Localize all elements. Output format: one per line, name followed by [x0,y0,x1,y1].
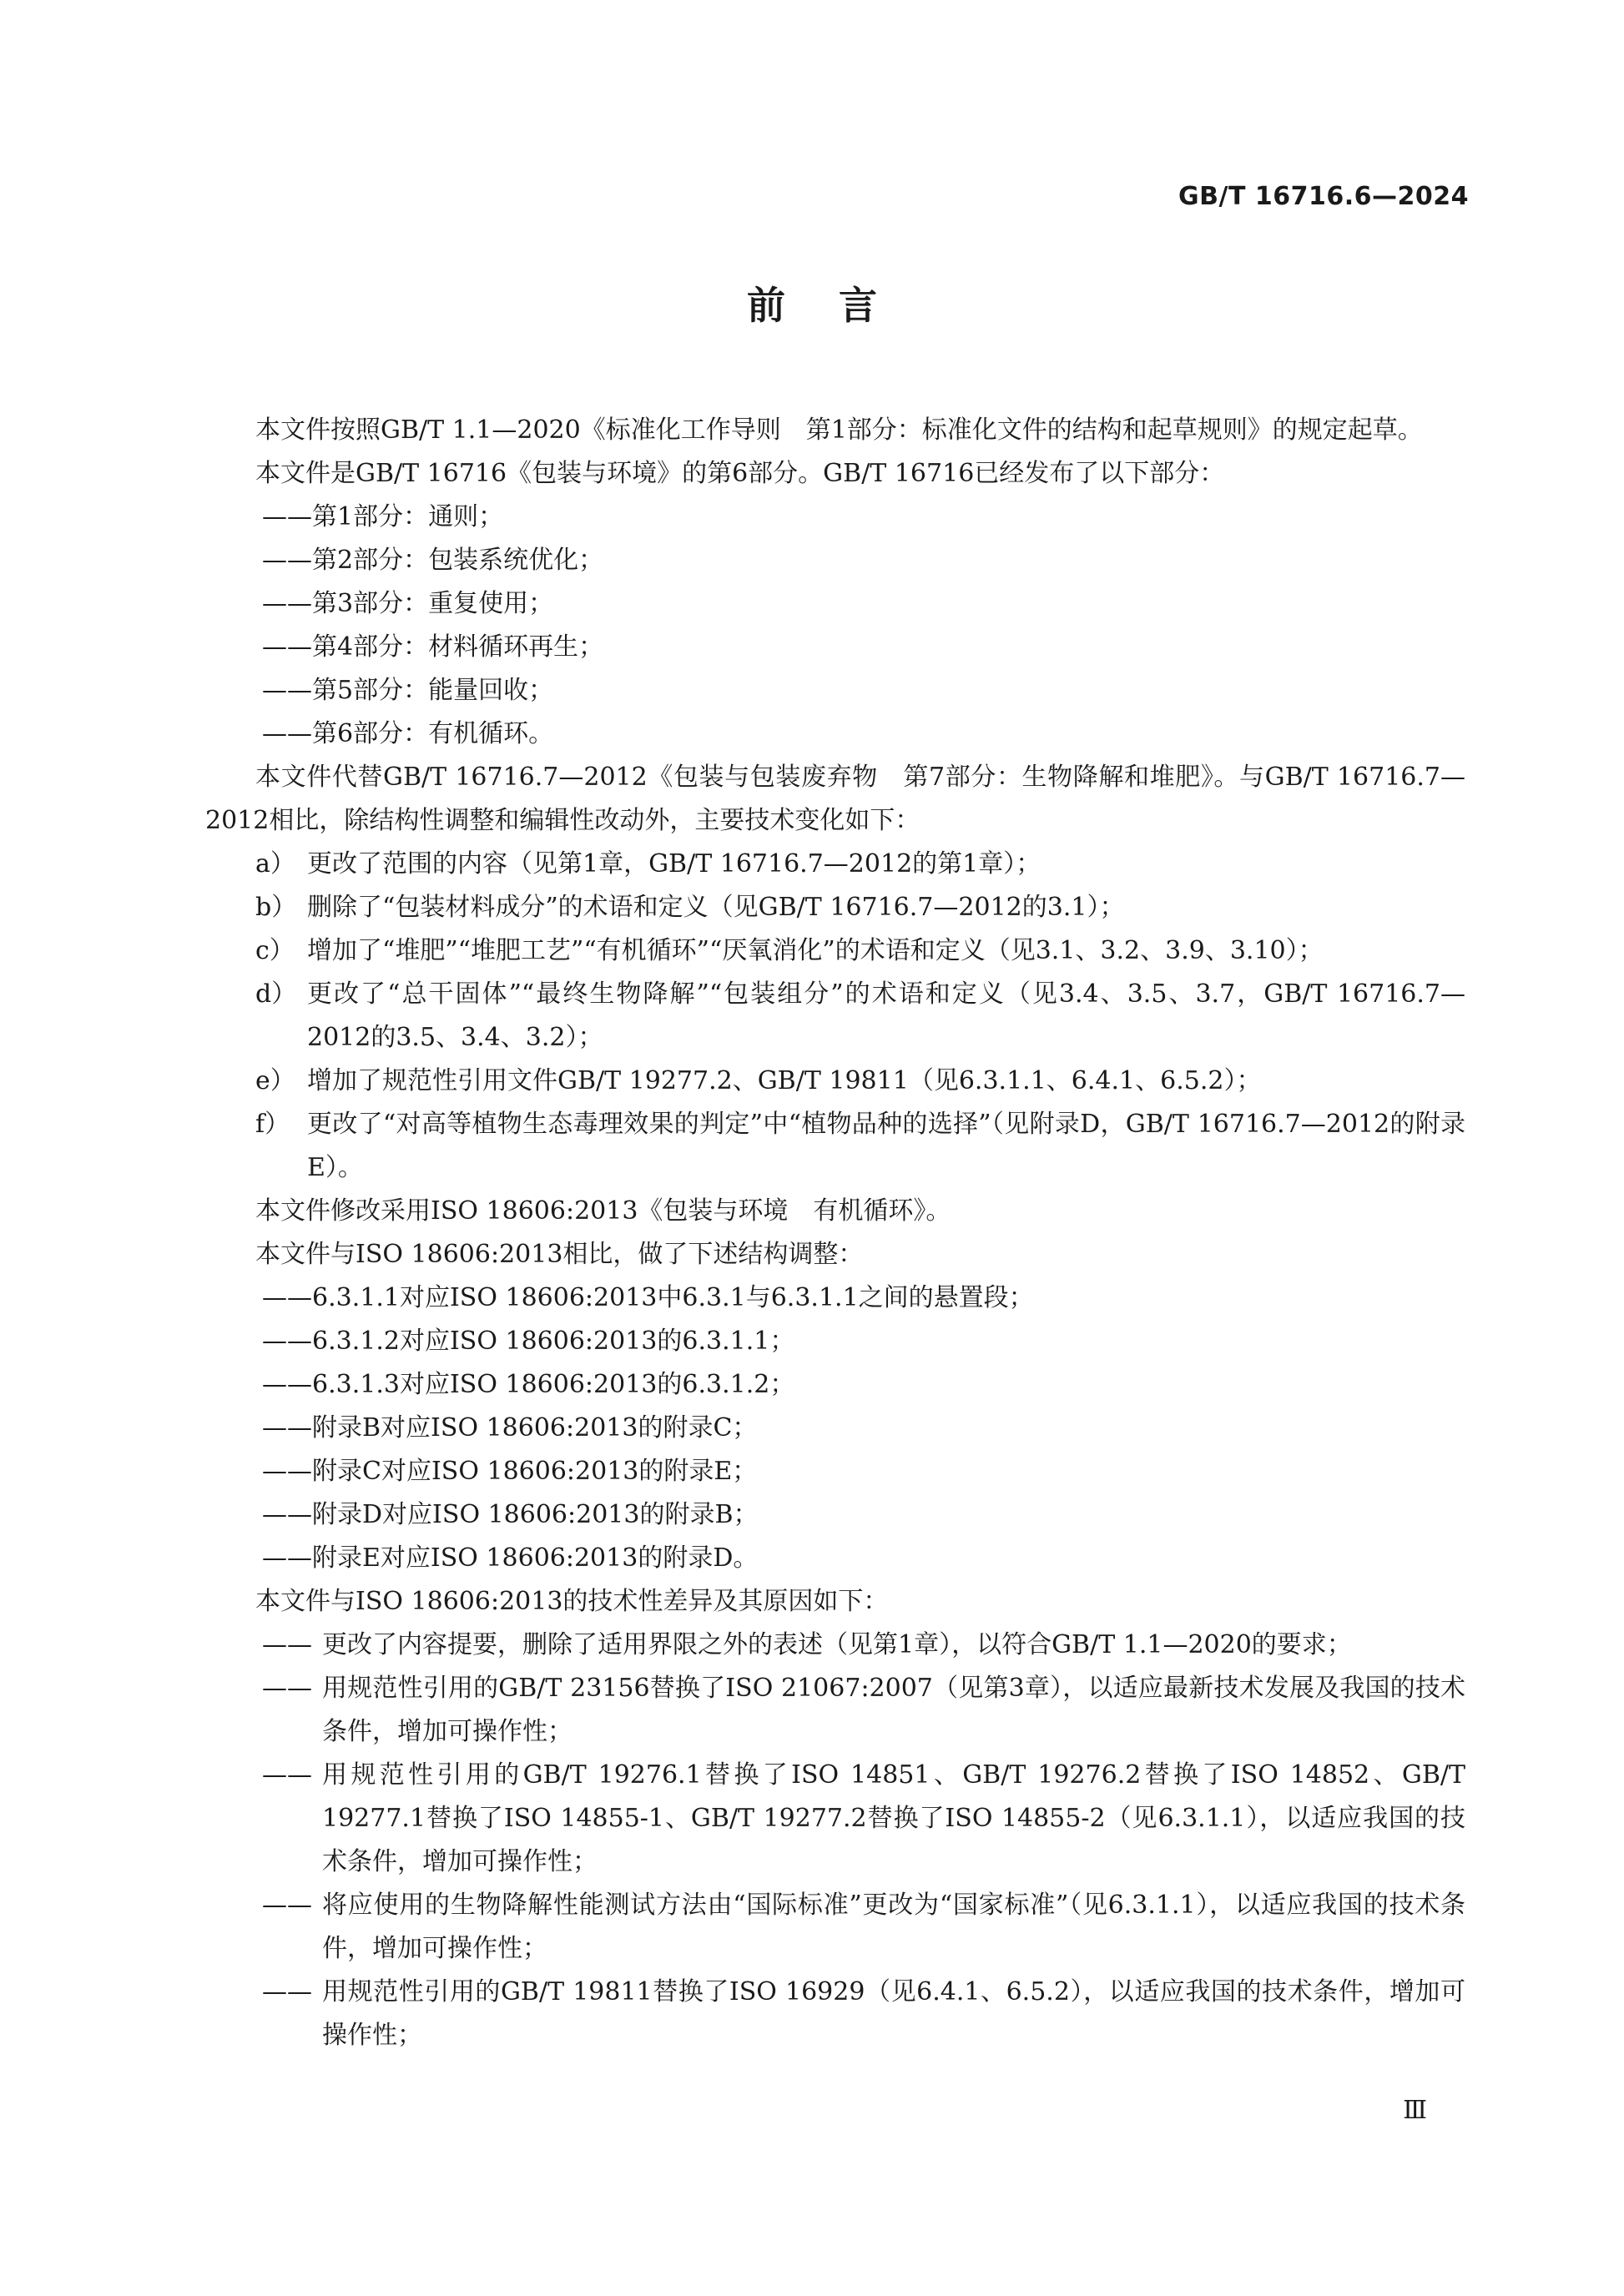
dash-mark: —— [262,1630,312,1659]
change-label: d） [255,979,297,1009]
change-label: f） [255,1110,290,1139]
standard-number: GB/T 16716.6—2024 [1178,182,1469,211]
part-list-item: ——第3部分：重复使用； [262,589,554,618]
structure-item: ——6.3.1.3对应ISO 18606:2013的6.3.1.2； [262,1370,795,1399]
structure-item: ——附录B对应ISO 18606:2013的附录C； [262,1413,758,1443]
replacement-paragraph: 本文件代替GB/T 16716.7—2012《包装与包装废弃物 第7部分：生物降解和堆肥》。与GB/T 16716.7—2012相比，除结构性调整和编辑性改动外，主要技术变化如下： [205,763,1465,835]
structure-item: ——附录C对应ISO 18606:2013的附录E； [262,1457,758,1486]
change-text: 更改了“对高等植物生态毒理效果的判定”中“植物品种的选择”（见附录D，GB/T 16716.7—2012的附录E）。 [307,1110,1465,1182]
change-label: b） [255,893,297,922]
change-item [205,1060,1465,1103]
change-item [205,886,1465,929]
part-list-item: ——第1部分：通则； [262,502,504,531]
dash-mark: —— [262,1977,312,2006]
structure-intro: 本文件与ISO 18606:2013相比，做了下述结构调整： [255,1240,864,1269]
difference-text: 用规范性引用的GB/T 19811替换了ISO 16929（见6.4.1、6.5.2），以适应我国的技术条件，增加可操作性； [322,1977,1465,2050]
change-text: 更改了范围的内容（见第1章，GB/T 16716.7—2012的第1章）； [307,849,1041,879]
document-body [205,409,1465,2057]
change-item [205,843,1465,886]
adoption-paragraph: 本文件修改采用ISO 18606:2013《包装与环境 有机循环》。 [255,1196,951,1226]
change-item [205,1103,1465,1190]
intro-paragraph: 本文件按照GB/T 1.1—2020《标准化工作导则 第1部分：标准化文件的结构和起草规则》的规定起草。 [255,415,1423,445]
difference-item [205,1754,1465,1884]
dash-mark: —— [262,1760,312,1790]
structure-item: ——6.3.1.2对应ISO 18606:2013的6.3.1.1； [262,1327,795,1356]
change-text: 增加了“堆肥”“堆肥工艺”“有机循环”“厌氧消化”的术语和定义（见3.1、3.2、3.9、3.10）； [307,936,1324,965]
change-item [205,929,1465,973]
structure-item: ——附录D对应ISO 18606:2013的附录B； [262,1500,759,1529]
change-text: 更改了“总干固体”“最终生物降解”“包装组分”的术语和定义（见3.4、3.5、3.7，GB/T 16716.7—2012的3.5、3.4、3.2）； [307,979,1465,1052]
change-label: e） [255,1066,295,1095]
difference-item [205,1884,1465,1971]
part-list-item: ——第6部分：有机循环。 [262,719,554,748]
difference-text: 更改了内容提要，删除了适用界限之外的表述（见第1章），以符合GB/T 1.1—2020的要求； [322,1630,1352,1659]
dash-mark: —— [262,1674,312,1703]
difference-intro: 本文件与ISO 18606:2013的技术性差异及其原因如下： [255,1587,889,1616]
part-list-item: ——第4部分：材料循环再生； [262,632,604,662]
part-list-item: ——第5部分：能量回收； [262,676,554,705]
part-list-item: ——第2部分：包装系统优化； [262,546,604,575]
difference-item [205,1667,1465,1754]
change-text: 删除了“包装材料成分”的术语和定义（见GB/T 16716.7—2012的3.1）； [307,893,1125,922]
change-text: 增加了规范性引用文件GB/T 19277.2、GB/T 19811（见6.3.1.1、6.4.1、6.5.2）； [307,1066,1262,1095]
difference-text: 用规范性引用的GB/T 23156替换了ISO 21067:2007（见第3章），以适应最新技术发展及我国的技术条件，增加可操作性； [322,1674,1465,1746]
dash-mark: —— [262,1891,312,1920]
change-label: c） [255,936,295,965]
difference-text: 用规范性引用的GB/T 19276.1替换了ISO 14851、GB/T 19276.2替换了ISO 14852、GB/T 19277.1替换了ISO 14855-1、GB/T 19277.2替换了ISO 14855-2（见6.3.1.1），以适应我国的技术条件，增加可操作性； [322,1760,1465,1876]
page-number: Ⅲ [1403,2096,1427,2125]
change-label: a） [255,849,295,879]
change-item [205,973,1465,1060]
difference-text: 将应使用的生物降解性能测试方法由“国际标准”更改为“国家标准”（见6.3.1.1），以适应我国的技术条件，增加可操作性； [322,1891,1465,1963]
difference-item [205,1624,1465,1667]
page-title: 前言 [747,283,931,328]
structure-item: ——附录E对应ISO 18606:2013的附录D。 [262,1543,759,1573]
intro-paragraph: 本文件是GB/T 16716《包装与环境》的第6部分。GB/T 16716已经发布了以下部分： [255,459,1225,488]
structure-item: ——6.3.1.1对应ISO 18606:2013中6.3.1与6.3.1.1之间的悬置段； [262,1283,1034,1312]
difference-item [205,1971,1465,2057]
